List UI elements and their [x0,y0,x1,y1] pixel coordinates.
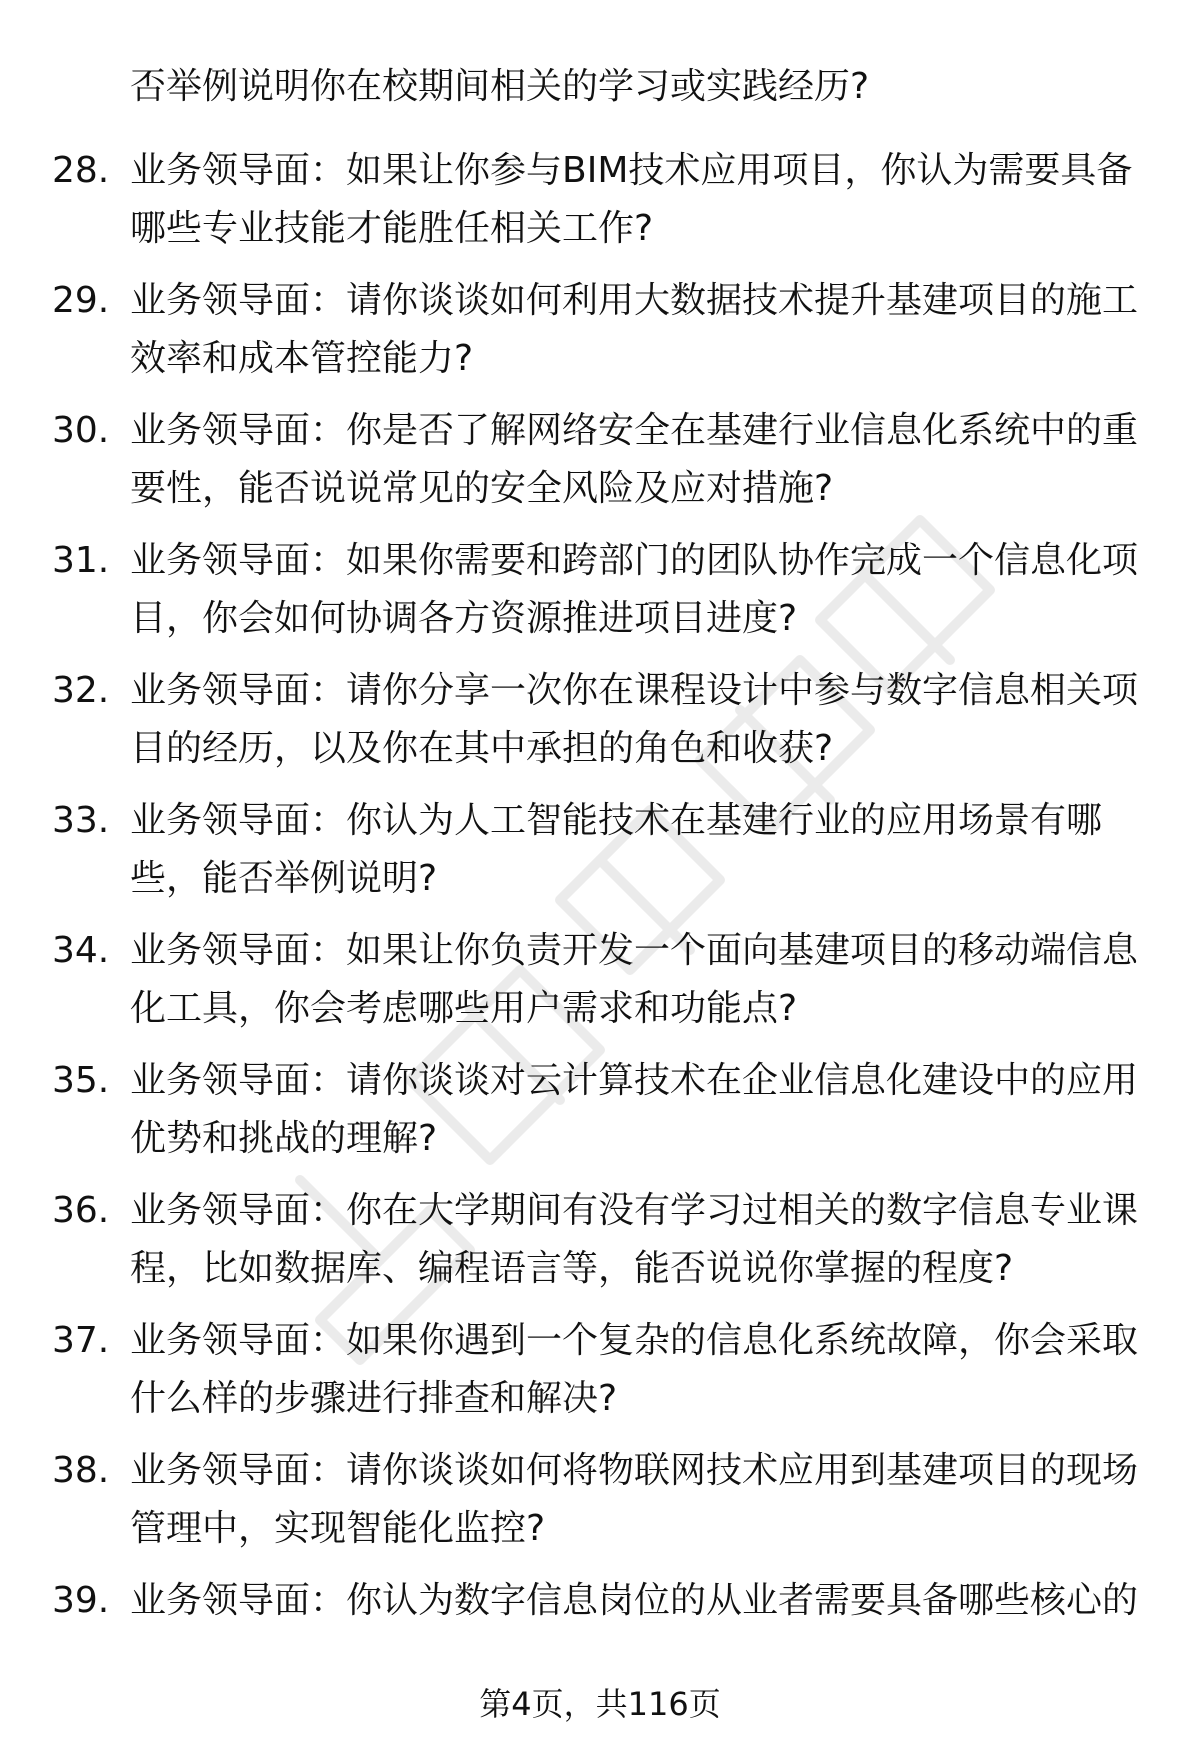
question-number: 39. [52,1580,110,1621]
question-text: 业务领导面：你认为人工智能技术在基建行业的应用场景有哪些，能否举例说明? [130,800,1103,899]
question-item [0,792,1200,922]
question-item [0,1312,1200,1442]
question-number: 33. [52,800,110,841]
question-number: 36. [52,1190,110,1231]
question-item [0,1052,1200,1182]
question-item [0,662,1200,792]
question-number: 29. [52,280,110,321]
question-text: 业务领导面：你是否了解网络安全在基建行业信息化系统中的重要性，能否说说常见的安全风险及应对措施? [130,410,1139,509]
question-text: 业务领导面：如果你遇到一个复杂的信息化系统故障，你会采取什么样的步骤进行排查和解决? [130,1320,1139,1419]
question-item [0,532,1200,662]
question-number: 32. [52,670,110,711]
question-item [0,922,1200,1052]
question-number: 35. [52,1060,110,1101]
question-number: 28. [52,150,110,191]
question-number: 34. [52,930,110,971]
question-item [0,402,1200,532]
question-text: 业务领导面：如果让你负责开发一个面向基建项目的移动端信息化工具，你会考虑哪些用户需求和功能点? [130,930,1139,1029]
question-item [0,142,1200,272]
question-number: 30. [52,410,110,451]
question-text: 业务领导面：如果你需要和跨部门的团队协作完成一个信息化项目，你会如何协调各方资源推进项目进度? [130,540,1139,639]
question-text: 业务领导面：你认为数字信息岗位的从业者需要具备哪些核心的 [130,1580,1139,1621]
question-item [0,1442,1200,1572]
question-text: 业务领导面：你在大学期间有没有学习过相关的数字信息专业课程，比如数据库、编程语言等，能否说说你掌握的程度? [130,1190,1139,1289]
question-text: 业务领导面：请你谈谈如何将物联网技术应用到基建项目的现场管理中，实现智能化监控? [130,1450,1139,1549]
question-text: 业务领导面：请你分享一次你在课程设计中参与数字信息相关项目的经历，以及你在其中承担的角色和收获? [130,670,1139,769]
question-number: 37. [52,1320,110,1361]
question-text: 业务领导面：请你谈谈如何利用大数据技术提升基建项目的施工效率和成本管控能力? [130,280,1139,379]
question-text: 业务领导面：请你谈谈对云计算技术在企业信息化建设中的应用优势和挑战的理解? [130,1060,1139,1159]
question-number: 31. [52,540,110,581]
page-footer: 第4页，共116页 [479,1685,721,1723]
question-list [0,142,1200,1702]
question-item [0,1182,1200,1312]
question-text: 业务领导面：如果让你参与BIM技术应用项目，你认为需要具备哪些专业技能才能胜任相关工作? [130,150,1133,249]
question-item [0,272,1200,402]
continued-question-text: 否举例说明你在校期间相关的学习或实践经历? [130,66,870,107]
question-number: 38. [52,1450,110,1491]
